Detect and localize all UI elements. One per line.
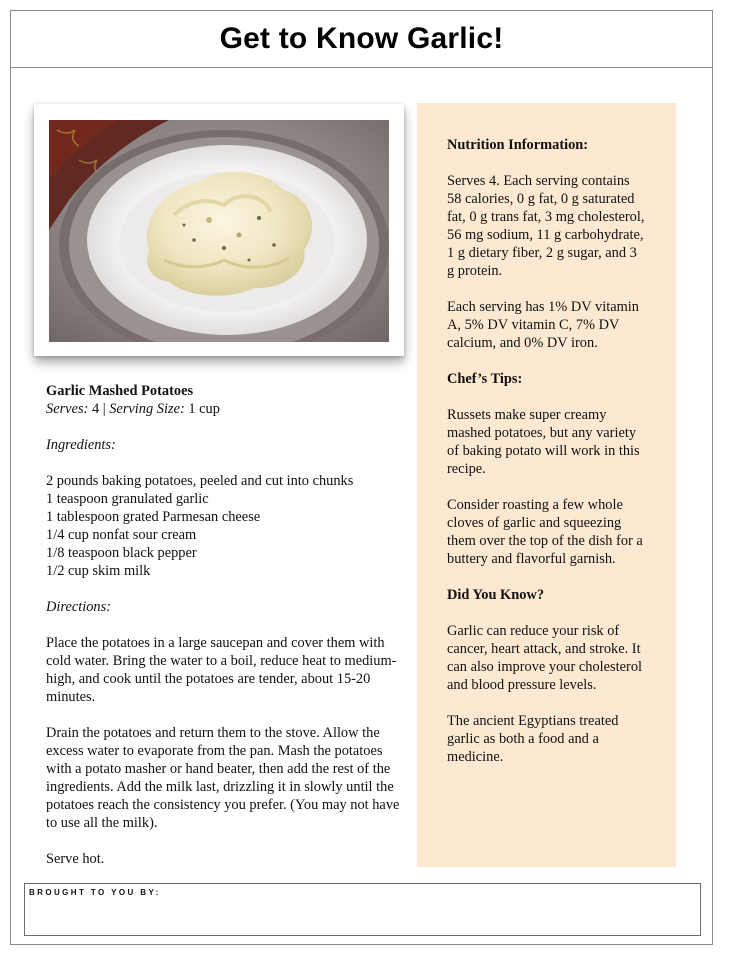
page-title: Get to Know Garlic! <box>219 21 504 55</box>
ingredient-item: 2 pounds baking potatoes, peeled and cut into chunks <box>46 473 354 489</box>
ingredients-heading: Ingredients: <box>46 437 116 453</box>
credit-box <box>24 883 701 936</box>
direction-step: Drain the potatoes and return them to the stove. Allow the excess water to evaporate from the pan. Mash the potatoes with a potato masher or hand beater, then add the rest of the ingredients. Add the milk last, drizzling it in slowly until the potatoes reach the consistency you prefer. (You may not have to use all the milk). <box>46 725 400 831</box>
nutrition-heading: Nutrition Information: <box>447 137 589 153</box>
did-you-know-heading: Did You Know? <box>447 587 545 603</box>
ingredient-item: 1/4 cup nonfat sour cream <box>46 527 197 543</box>
nutrition-dv-text: Each serving has 1% DV vitamin A, 5% DV vitamin C, 7% DV calcium, and 0% DV iron. <box>447 299 639 351</box>
tips-text: Consider roasting a few whole cloves of garlic and squeezing them over the top of the dish for a buttery and flavorful garnish. <box>447 497 643 567</box>
recipe-title: Garlic Mashed Potatoes <box>46 383 194 399</box>
direction-step: Serve hot. <box>46 851 105 867</box>
ingredient-item: 1/2 cup skim milk <box>46 563 151 579</box>
tips-text: Russets make super creamy mashed potatoes, but any variety of baking potato will work in this recipe. <box>447 407 640 477</box>
credit-label: BROUGHT TO YOU BY: <box>29 888 161 897</box>
recipe-servings: Serves: 4 | Serving Size: 1 cup <box>46 401 220 417</box>
mashed-potatoes-photo <box>49 120 389 342</box>
direction-step: Place the potatoes in a large saucepan and cover them with cold water. Bring the water to a boil, reduce heat to medium-high, and cook until the potatoes are tender, about 15-20 minutes. <box>46 635 397 705</box>
tips-heading: Chef’s Tips: <box>447 371 523 387</box>
nutrition-text: Serves 4. Each serving contains 58 calories, 0 g fat, 0 g saturated fat, 0 g trans fat, 3 mg cholesterol, 56 mg sodium, 11 g carbohydrate, 1 g dietary fiber, 2 g sugar, and 3 g protein. <box>447 173 645 279</box>
ingredient-item: 1/8 teaspoon black pepper <box>46 545 197 561</box>
sidebar <box>417 103 676 867</box>
did-you-know-text: The ancient Egyptians treated garlic as both a food and a medicine. <box>447 713 619 765</box>
recipe-column <box>46 382 404 868</box>
photo-frame <box>34 104 404 356</box>
directions-heading: Directions: <box>46 599 112 615</box>
title-bar <box>10 10 713 68</box>
ingredient-item: 1 teaspoon granulated garlic <box>46 491 209 507</box>
ingredient-item: 1 tablespoon grated Parmesan cheese <box>46 509 261 525</box>
did-you-know-text: Garlic can reduce your risk of cancer, heart attack, and stroke. It can also improve your cholesterol and blood pressure levels. <box>447 623 643 693</box>
